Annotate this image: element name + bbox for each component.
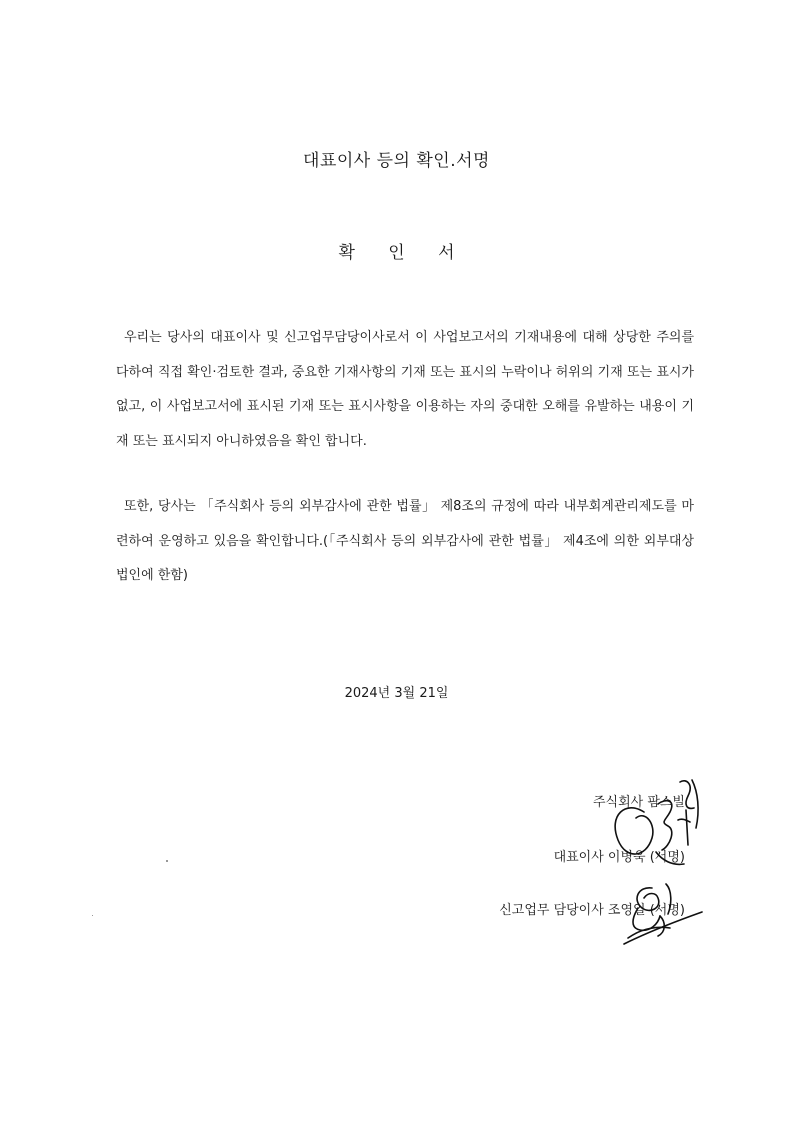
confirmation-paragraph: 우리는 당사의 대표이사 및 신고업무담당이사로서 이 사업보고서의 기재내용에 대해 상당한 주의를 다하여 직접 확인·검토한 결과, 중요한 기재사항의 기재 또는 표시의 누락이나 허위의 기재 또는 표시가 없고, 이 사업보고서에 표시된 기재 또는 표시사항을 이용하는 자의 중대한 오해를 유발하는 내용이 기재 또는 표시되지 아니하였음을 확인 합니다. bbox=[116, 330, 694, 449]
officer-signature-line: 신고업무 담당이사 조영일 (서명) bbox=[499, 903, 685, 918]
document-subtitle: 확 인 서 bbox=[338, 243, 469, 263]
internal-control-paragraph: 또한, 당사는 「주식회사 등의 외부감사에 관한 법률」 제8조의 규정에 따라 내부회계관리제도를 마련하여 운영하고 있음을 확인합니다.(「주식회사 등의 외부감사에 관한 법률」 제4조에 의한 외부대상법인에 한함) bbox=[116, 499, 694, 583]
document-date: 2024년 3월 21일 bbox=[344, 686, 449, 701]
scan-speck bbox=[166, 860, 168, 862]
company-name: 주식회사 팜스빌 bbox=[592, 795, 685, 810]
ceo-signature-line: 대표이사 이병욱 (서명) bbox=[553, 850, 685, 865]
scan-speck bbox=[92, 915, 93, 916]
document-title: 대표이사 등의 확인.서명 bbox=[303, 151, 490, 171]
